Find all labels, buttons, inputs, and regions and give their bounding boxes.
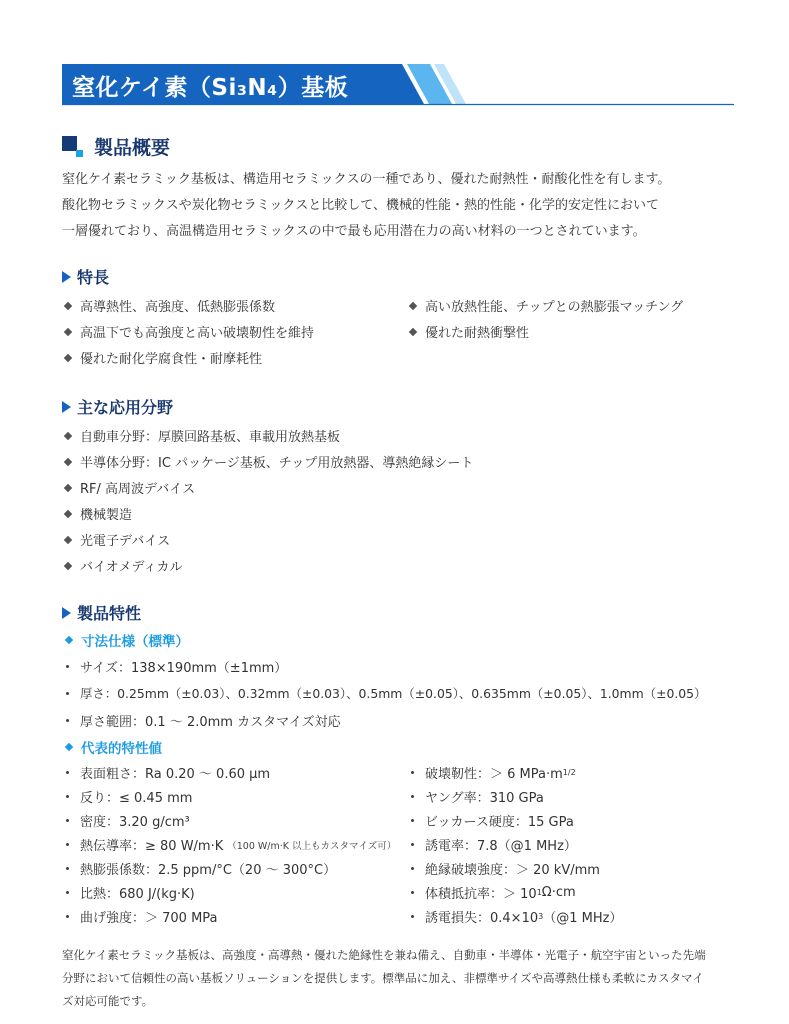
bullet-icon (66, 891, 69, 894)
property-text: 体積抵抗率：＞ 10 (425, 887, 537, 902)
property-text: 反り：≤ 0.45 mm (80, 791, 193, 806)
dimension-item (62, 684, 706, 702)
bullet-icon (411, 915, 414, 918)
footer-line: 窒化ケイ素セラミック基板は、高強度・高導熱・優れた絶縁性を兼ね備え、自動車・半導体・光電子・航空宇宙といった先端 (62, 948, 706, 962)
diamond-icon (64, 301, 72, 309)
property-item (407, 835, 577, 854)
property-item (407, 883, 576, 902)
application-item (62, 426, 340, 445)
property-suffix: Ω·cm (541, 885, 576, 900)
triangle-icon (62, 271, 71, 283)
application-item (62, 530, 170, 549)
feature-text: 高温下でも高強度と高い破壊靭性を維持 (80, 326, 315, 341)
properties-heading (62, 601, 141, 624)
dimension-text: サイズ：138×190mm（±1mm） (80, 661, 288, 676)
bullet-icon (411, 867, 414, 870)
feature-text: 優れた耐化学腐食性・耐摩耗性 (80, 352, 263, 367)
superscript: 1/2 (562, 768, 576, 777)
application-item (62, 452, 473, 471)
dimension-text: 厚さ範囲：0.1 ～ 2.0mm カスタマイズ対応 (80, 715, 341, 730)
property-text: 熱伝導率：≥ 80 W/m·K (80, 839, 224, 854)
application-item (62, 556, 182, 575)
square-icon (62, 136, 84, 158)
application-text: 自動車分野：厚膜回路基板、車載用放熱基板 (80, 430, 341, 445)
application-text: 半導体分野：IC パッケージ基板、チップ用放熱器、導熱絶縁シート (80, 456, 474, 471)
property-text: 破壊靭性：＞ 6 MPa·m (425, 767, 563, 782)
application-text: 光電子デバイス (80, 534, 171, 549)
feature-item (407, 322, 529, 341)
applications-heading-text: 主な応用分野 (77, 398, 174, 417)
property-item (62, 811, 190, 830)
bullet-icon (411, 843, 414, 846)
bullet-icon (66, 665, 69, 668)
bullet-icon (411, 819, 414, 822)
bullet-icon (66, 867, 69, 870)
bullet-icon (411, 891, 414, 894)
property-text: ビッカース硬度：15 GPa (425, 815, 574, 830)
property-item (407, 787, 544, 806)
page-title: 窒化ケイ素（Si₃N₄）基板 (72, 75, 349, 101)
overview-paragraph (62, 167, 742, 245)
diamond-icon (64, 327, 72, 335)
diamond-icon (65, 636, 73, 644)
feature-text: 高導熱性、高強度、低熱膨張係数 (80, 300, 276, 315)
footer-paragraph (62, 944, 742, 1013)
property-text: 絶縁破壊強度：＞ 20 kV/mm (425, 863, 600, 878)
feature-item (407, 296, 683, 315)
feature-item (62, 348, 262, 367)
property-text: 熱膨張係数：2.5 ppm/°C（20 ～ 300°C） (80, 863, 337, 878)
property-text: 誘電損失：0.4×10 (425, 911, 539, 926)
superscript: 3 (538, 912, 544, 921)
application-item (62, 478, 195, 497)
bullet-icon (66, 819, 69, 822)
bullet-icon (66, 719, 69, 722)
feature-item (62, 322, 314, 341)
diamond-icon (409, 301, 417, 309)
bullet-icon (411, 771, 414, 774)
diamond-icon (64, 353, 72, 361)
overview-heading-text: 製品概要 (94, 137, 171, 159)
property-item (62, 859, 336, 878)
bullet-icon (66, 843, 69, 846)
thermal-note: （100 W/m·K 以上もカスタマイズ可） (227, 840, 397, 852)
features-heading-text: 特長 (77, 268, 110, 287)
property-text: 曲げ強度：＞ 700 MPa (80, 911, 218, 926)
diamond-icon (64, 483, 72, 491)
typical-heading (62, 737, 162, 757)
bullet-icon (411, 795, 414, 798)
bullet-icon (66, 795, 69, 798)
property-text: 比熱：680 J/(kg·K) (80, 887, 195, 902)
application-text: RF/ 高周波デバイス (80, 482, 196, 497)
property-item (407, 763, 576, 782)
diamond-icon (65, 743, 73, 751)
overview-line: 酸化物セラミックスや炭化物セラミックスと比較して、機械的性能・熱的性能・化学的安定性において (62, 198, 659, 213)
triangle-icon (62, 607, 71, 619)
diamond-icon (409, 327, 417, 335)
property-suffix: （@1 MHz） (543, 911, 623, 926)
dimension-item (62, 711, 341, 730)
dimension-text: 厚さ：0.25mm（±0.03）、0.32mm（±0.03）、0.5mm（±0.05）、0.635mm（±0.05）、1.0mm（±0.05） (80, 686, 707, 701)
applications-heading (62, 395, 173, 418)
overview-heading (62, 133, 170, 160)
diamond-icon (64, 431, 72, 439)
application-text: バイオメディカル (80, 560, 183, 575)
footer-line: ズ対応可能です。 (62, 994, 154, 1008)
diamond-icon (64, 535, 72, 543)
properties-heading-text: 製品特性 (77, 604, 142, 623)
dimensions-heading-text: 寸法仕様（標準） (81, 634, 189, 650)
property-item (62, 835, 396, 854)
diamond-icon (64, 457, 72, 465)
typical-heading-text: 代表的特性値 (81, 741, 162, 757)
overview-line: 窒化ケイ素セラミック基板は、構造用セラミックスの一種であり、優れた耐熱性・耐酸化性を有します。 (62, 172, 671, 187)
bullet-icon (66, 771, 69, 774)
bullet-icon (66, 915, 69, 918)
property-text: 密度：3.20 g/cm³ (80, 815, 190, 830)
feature-item (62, 296, 275, 315)
application-item (62, 504, 132, 523)
bullet-icon (66, 692, 69, 695)
dimensions-heading (62, 630, 189, 650)
dimension-item (62, 657, 287, 676)
footer-line: 分野において信頼性の高い基板ソリューションを提供します。標準品に加え、非標準サイズや高導熱仕様も柔軟にカスタマイ (62, 971, 704, 985)
overview-line: 一層優れており、高温構造用セラミックスの中で最も応用潜在力の高い材料の一つとされています。 (62, 224, 646, 239)
feature-text: 優れた耐熱衝撃性 (425, 326, 530, 341)
property-item (407, 907, 622, 926)
title-banner (62, 64, 734, 106)
property-item (62, 787, 192, 806)
superscript: 1 (536, 888, 542, 897)
application-text: 機械製造 (80, 508, 133, 523)
property-text: 表面粗さ：Ra 0.20 ～ 0.60 μm (80, 767, 271, 782)
features-heading (62, 265, 109, 288)
property-text: ヤング率：310 GPa (425, 791, 544, 806)
triangle-icon (62, 401, 71, 413)
property-item (407, 859, 600, 878)
property-text: 誘電率：7.8（@1 MHz） (425, 839, 577, 854)
feature-text: 高い放熱性能、チップとの熱膨張マッチング (425, 300, 684, 315)
property-item (62, 907, 218, 926)
property-item (62, 883, 195, 902)
property-item (62, 763, 270, 782)
property-item (407, 811, 574, 830)
diamond-icon (64, 561, 72, 569)
diamond-icon (64, 509, 72, 517)
